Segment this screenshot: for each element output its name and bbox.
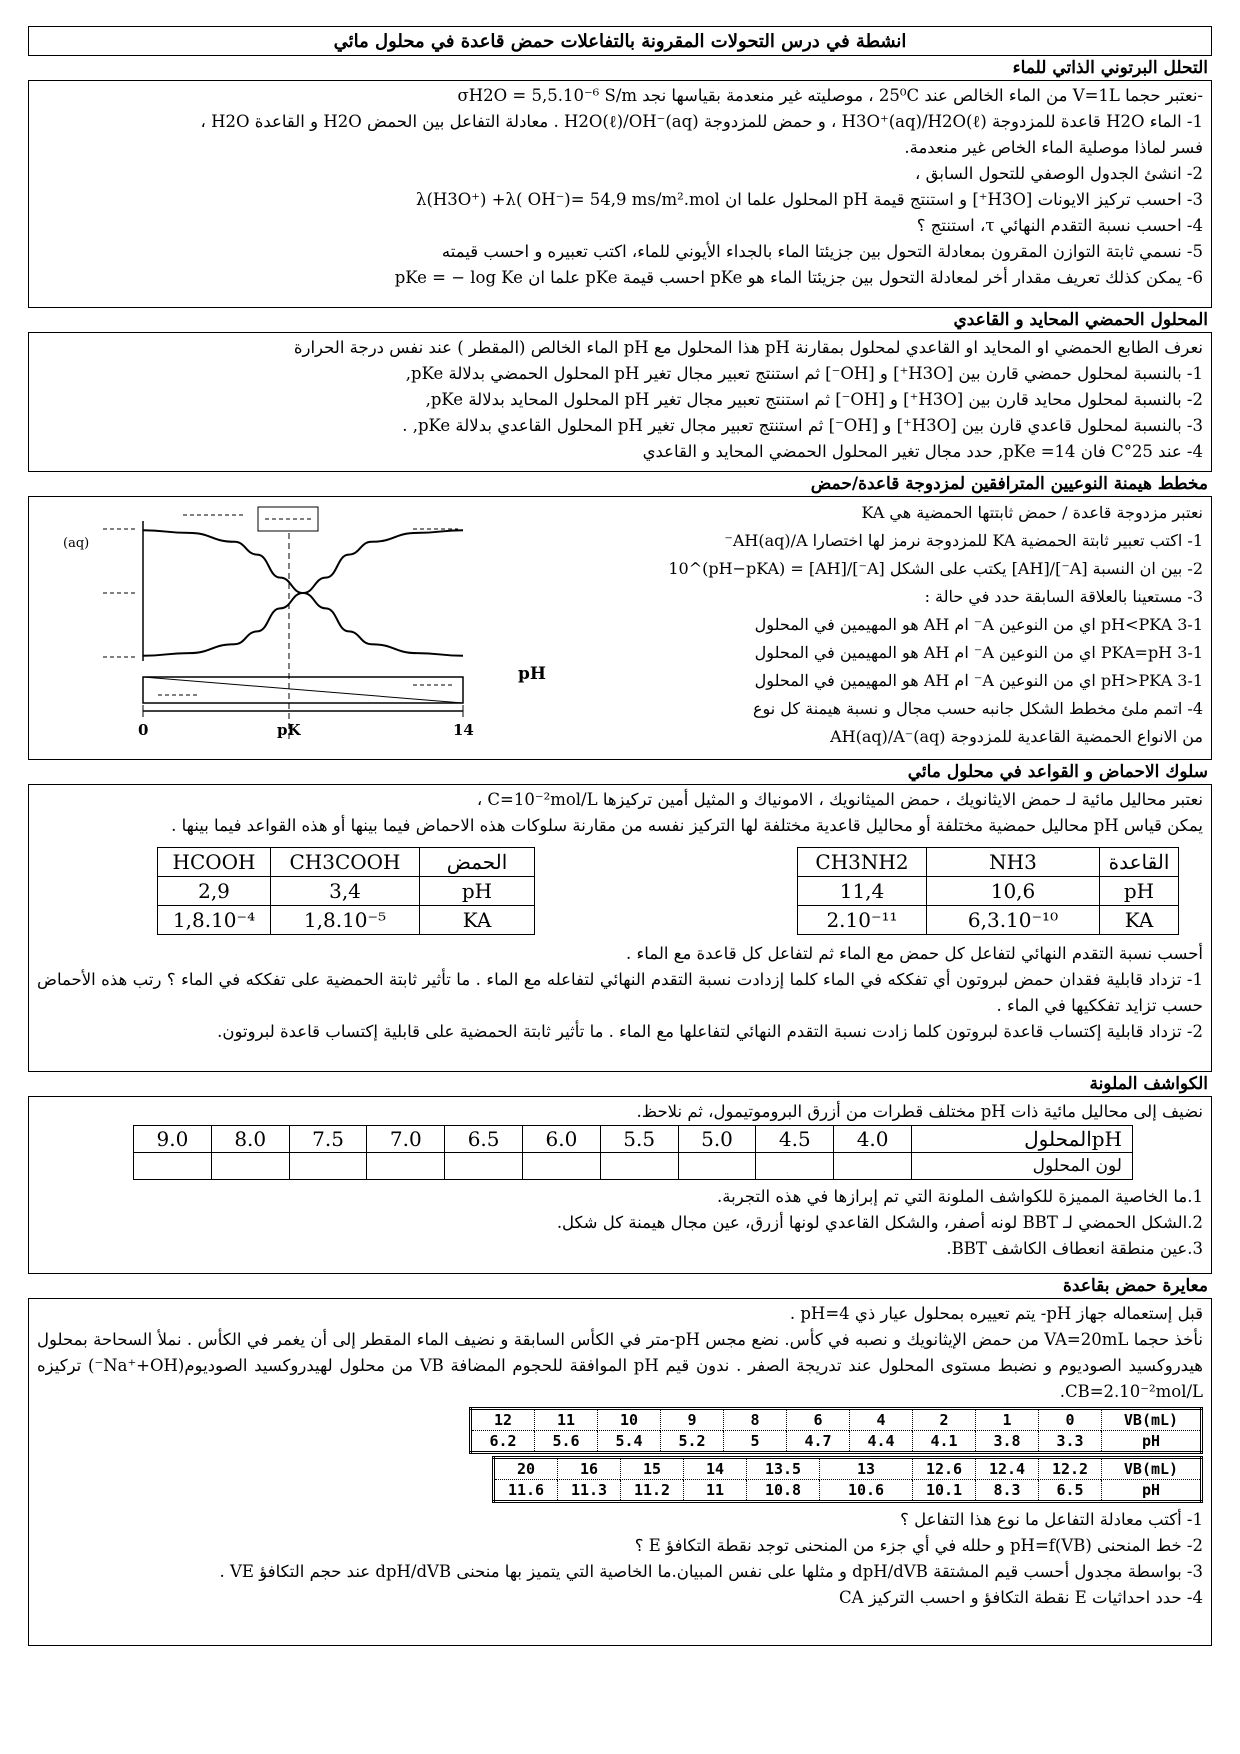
s5-line: 2.الشكل الحمضي لـ BBT لونه أصفر، والشكل القاعدي لونها أزرق، عين مجال هيمنة كل شكل. — [556, 1213, 1203, 1232]
ph-cell: 5.5 — [600, 1126, 678, 1153]
base-cell: pH — [1100, 877, 1179, 906]
acid-cell: 2,9 — [158, 877, 271, 906]
s6-question: 4- حدد احداثيات E نقطة التكافؤ و احسب التركيز CA — [838, 1588, 1203, 1607]
s6-line: نأخذ حجما VA=20mL من حمض الإيثانويك و نصبه في كأس. نضع مجس pH-متر في الكأس السابقة و نضيف الماء المقطر إلى أن يغمر في الكأس . نملأ السحاحة بمحلول هيدروكسيد الصوديوم و نضبط مستوى المحلول عند تدريجة الصفر . ندون قيم pH الموافقة للحجوم المضافة VB من محلول لهيدروكسيد الصوديوم(Na⁺+OH⁻) تركيزه CB=2.10⁻²mol/L. — [37, 1330, 1203, 1401]
ph-value: 10.6 — [820, 1480, 913, 1502]
vb-cell: 8 — [724, 1409, 787, 1431]
base-cell: 10,6 — [927, 877, 1100, 906]
s1-line: 5- نسمي ثابتة التوازن المقرون بمعادلة التحول بين جزيئتا الماء بالجداء الأيوني للماء، اكتب تعبيره و احسب قيمته — [441, 242, 1203, 261]
page-title: انشطة في درس التحولات المقرونة بالتفاعلات حمض قاعدة في محلول مائي — [333, 30, 907, 52]
s3-line: 2- بين ان النسبة [A⁻]/[AH] يكتب على الشكل [A⁻]/[AH] = 10^(pH−pKA) — [668, 559, 1203, 578]
s3-line: من الانواع الحمضية القاعدية للمزدوجة AH(aq)/A⁻(aq) — [830, 727, 1203, 746]
s5-line: 3.عين منطقة انعطاف الكاشف BBT. — [946, 1239, 1203, 1258]
s1-line: -نعتبر حجما V=1L من الماء الخالص عند 25⁰C ، موصليته غير منعدمة بقياسها نجد σH2O = 5,5.10⁻⁶ S/m — [457, 86, 1203, 105]
s6-question: 1- أكتب معادلة التفاعل ما نوع هذا التفاعل ؟ — [900, 1510, 1203, 1529]
base-header: CH3NH2 — [798, 848, 927, 877]
s1-line: 1- الماء H2O قاعدة للمزدوجة H3O⁺(aq)/H2O(ℓ) ، و حمض للمزدوجة H2O(ℓ)/OH⁻(aq) . معادلة التفاعل بين الحمض H2O و القاعدة H2O ، — [200, 112, 1203, 131]
curve-increasing — [143, 530, 463, 655]
s1-line: 2- انشئ الجدول الوصفي للتحول السابق ، — [915, 164, 1203, 183]
titration-table-1 — [469, 1407, 1203, 1454]
s3-line: نعتبر مزدوجة قاعدة / حمض ثابتتها الحمضية هي KA — [861, 503, 1203, 522]
vb-cell: 15 — [621, 1458, 684, 1480]
acid-cell: 3,4 — [271, 877, 420, 906]
section-5 — [28, 1096, 1212, 1274]
s3-line: 3-1 pH>PKA اي من النوعين A⁻ ام AH هو المهيمين في المحلول — [754, 671, 1203, 690]
vb-cell: 16 — [558, 1458, 621, 1480]
vb-cell: 6 — [787, 1409, 850, 1431]
chart-ph-label: pH — [518, 664, 546, 684]
s1-line: 4- احسب نسبة التقدم النهائي τ، استنتج ؟ — [916, 216, 1203, 235]
base-table — [797, 847, 1179, 935]
ph-value: 10.8 — [747, 1480, 820, 1502]
vb-label: VB(mL) — [1102, 1409, 1202, 1431]
ph-value: 3.8 — [976, 1431, 1039, 1453]
acid-cell: 1,8.10⁻⁵ — [271, 906, 420, 935]
ph-value: 5.2 — [661, 1431, 724, 1453]
s1-line: 6- يمكن كذلك تعريف مقدار أخر لمعادلة التحول بين جزيئتا الماء هو pKe احسب قيمة pKe علما ان pKe = − log Ke — [394, 268, 1203, 287]
section-6-heading: معايرة حمض بقاعدة — [1063, 1276, 1208, 1296]
ph-cell: 4.5 — [756, 1126, 834, 1153]
vb-cell: 0 — [1039, 1409, 1102, 1431]
ph-value: 8.3 — [976, 1480, 1039, 1502]
ph-cell: 7.0 — [367, 1126, 445, 1153]
vb-cell: 4 — [850, 1409, 913, 1431]
ph-label: pH — [1102, 1431, 1202, 1453]
tick-fourteen: 14 — [453, 721, 474, 739]
base-cell: 11,4 — [798, 877, 927, 906]
vb-cell: 13 — [820, 1458, 913, 1480]
acid-cell: KA — [420, 906, 535, 935]
chart-aq-label: (aq) — [63, 536, 90, 551]
s4-intro: نعتبر محاليل مائية لـ حمض الايثانويك ، حمض الميثانويك ، الامونياك و المثيل أمين تركيزها C=10⁻²mol/L ، — [476, 790, 1203, 809]
acid-header: CH3COOH — [271, 848, 420, 877]
s4-line: 2- تزداد قابلية إكتساب قاعدة لبروتون كلما زادت نسبة التقدم النهائي لتفاعلها مع الماء . ما تأثير ثابتة الحمضية على قابلية إكتساب قاعدة لبروتون. — [217, 1022, 1203, 1041]
ph-value: 3.3 — [1039, 1431, 1102, 1453]
section-3-heading: مخطط هيمنة النوعيين المترافقين لمزدوجة قاعدة/حمض — [810, 474, 1208, 494]
acid-header: HCOOH — [158, 848, 271, 877]
s6-line: قبل إستعماله جهاز pH- يتم تعييره بمحلول عيار ذي pH=4 . — [789, 1304, 1203, 1323]
ph-row-label: pHالمحلول — [912, 1126, 1133, 1153]
s2-line: 4- عند 25°C فان pKe =14, حدد مجال تغير المحلول الحمضي المحايد و القاعدي — [642, 442, 1203, 461]
vb-cell: 10 — [598, 1409, 661, 1431]
vb-cell: 14 — [684, 1458, 747, 1480]
s3-line: 4- اتمم ملئ مخطط الشكل جانبه حسب مجال و نسبة هيمنة كل نوع — [752, 699, 1203, 718]
ph-cell: 8.0 — [211, 1126, 289, 1153]
ph-cell: 5.0 — [678, 1126, 756, 1153]
s4-line: 1- تزداد قابلية فقدان حمض لبروتون أي تفككه في الماء كلما إزدادت نسبة التقدم النهائي لتفاعله مع الماء . ما تأثير ثابتة الحمضية على تفككه في الماء ؟ رتب هذه الأحماض حسب تزايد تفككيها في الماء . — [37, 970, 1203, 1015]
s5-intro: نضيف إلى محاليل مائية ذات pH مختلف قطرات من أزرق البروموتيمول، ثم نلاحظ. — [636, 1102, 1203, 1121]
section-2 — [28, 332, 1212, 472]
ph-value: 5 — [724, 1431, 787, 1453]
section-1-heading: التحلل البرتوني الذاتي للماء — [1012, 58, 1208, 78]
s3-line: 1- اكتب تعبير ثابتة الحمضية KA للمزدوجة نرمز لها اختصارا AH(aq)/A⁻ — [724, 531, 1203, 550]
ph-value: 10.1 — [913, 1480, 976, 1502]
tick-zero: 0 — [138, 721, 149, 739]
s3-line: 3-1 pH<PKA اي من النوعين A⁻ ام AH هو المهيمين في المحلول — [754, 615, 1203, 634]
s3-line: 3-1 PKA=pH اي من النوعين A⁻ ام AH هو المهيمين في المحلول — [754, 643, 1203, 662]
ph-cell: 4.0 — [834, 1126, 912, 1153]
ph-cell: 9.0 — [134, 1126, 212, 1153]
s5-line: 1.ما الخاصية المميزة للكواشف الملونة التي تم إبرازها في هذه التجربة. — [717, 1187, 1203, 1206]
acid-cell: 1,8.10⁻⁴ — [158, 906, 271, 935]
ph-value: 5.4 — [598, 1431, 661, 1453]
ph-value: 11.6 — [494, 1480, 558, 1502]
ph-value: 5.6 — [535, 1431, 598, 1453]
s4-line: أحسب نسبة التقدم النهائي لتفاعل كل حمض مع الماء ثم لتفاعل كل قاعدة مع الماء . — [626, 944, 1203, 963]
vb-cell: 20 — [494, 1458, 558, 1480]
vb-cell: 9 — [661, 1409, 724, 1431]
s1-line: 3- احسب تركيز الايونات [H3O⁺] و استنتج قيمة pH المحلول علما ان λ(H3O⁺) +λ( OH⁻)= 54,9 ms/m².mol — [416, 190, 1203, 209]
ph-cell: 6.0 — [523, 1126, 601, 1153]
ph-value: 4.7 — [787, 1431, 850, 1453]
dominance-diagram — [33, 499, 593, 759]
ph-value: 4.4 — [850, 1431, 913, 1453]
page-title-box — [28, 26, 1212, 56]
scale-diagonal — [143, 677, 463, 703]
section-5-heading: الكواشف الملونة — [1089, 1074, 1208, 1094]
acid-header: الحمض — [420, 848, 535, 877]
color-row-label: لون المحلول — [912, 1153, 1133, 1180]
vb-cell: 13.5 — [747, 1458, 820, 1480]
section-3 — [28, 496, 1212, 760]
base-header: NH3 — [927, 848, 1100, 877]
titration-table-2 — [492, 1456, 1203, 1503]
s1-line: فسر لماذا موصلية الماء الخاص غير منعدمة. — [904, 138, 1203, 157]
ph-value: 6.5 — [1039, 1480, 1102, 1502]
vb-cell: 12.6 — [913, 1458, 976, 1480]
vb-cell: 12.4 — [976, 1458, 1039, 1480]
ph-value: 11 — [684, 1480, 747, 1502]
section-2-heading: المحلول الحمضي المحايد و القاعدي — [953, 310, 1208, 330]
acid-cell: pH — [420, 877, 535, 906]
vb-label: VB(mL) — [1102, 1458, 1202, 1480]
ph-value: 11.2 — [621, 1480, 684, 1502]
ph-value: 6.2 — [471, 1431, 535, 1453]
vb-cell: 12.2 — [1039, 1458, 1102, 1480]
s2-line: 1- بالنسبة لمحلول حمضي قارن بين [H3O⁺] و [OH⁻] ثم استنتج تعبير مجال تغير pH المحلول الحمضي بدلالة pKe, — [405, 364, 1203, 383]
base-cell: KA — [1100, 906, 1179, 935]
s3-line: 3- مستعينا بالعلاقة السابقة حدد في حالة : — [924, 587, 1203, 606]
s6-question: 3- بواسطة مجدول أحسب قيم المشتقة dpH/dVB و مثلها على نفس المبيان.ما الخاصية التي يتميز بها منحنى dpH/dVB عند حجم التكافؤ VE . — [219, 1562, 1203, 1581]
vb-cell: 12 — [471, 1409, 535, 1431]
vb-cell: 1 — [976, 1409, 1039, 1431]
base-cell: 6,3.10⁻¹⁰ — [927, 906, 1100, 935]
s6-question: 2- خط المنحنى pH=f(VB) و حلله في أي جزء من المنحنى توجد نقطة التكافؤ E ؟ — [634, 1536, 1203, 1555]
ph-value: 4.1 — [913, 1431, 976, 1453]
ph-cell: 7.5 — [289, 1126, 367, 1153]
ph-cell: 6.5 — [445, 1126, 523, 1153]
s2-line: 2- بالنسبة لمحلول محايد قارن بين [H3O⁺] و [OH⁻] ثم استنتج تعبير مجال تغير pH المحلول المحايد بدلالة pKe, — [425, 390, 1203, 409]
section-4 — [28, 784, 1212, 1072]
base-header: القاعدة — [1100, 848, 1179, 877]
base-cell: 2.10⁻¹¹ — [798, 906, 927, 935]
s2-line: نعرف الطابع الحمضي او المحايد او القاعدي لمحلول بمقارنة pH هذا المحلول مع pH الماء الخالص (المقطر ) عند نفس درجة الحرارة — [293, 338, 1203, 357]
s2-line: 3- بالنسبة لمحلول قاعدي قارن بين [H3O⁺] و [OH⁻] ثم استنتج تعبير مجال تغير pH المحلول القاعدي بدلالة pKe, . — [402, 416, 1203, 435]
acid-table — [157, 847, 535, 935]
ph-label: pH — [1102, 1480, 1202, 1502]
vb-cell: 2 — [913, 1409, 976, 1431]
vb-cell: 11 — [535, 1409, 598, 1431]
section-1 — [28, 80, 1212, 308]
s4-intro: يمكن قياس pH محاليل حمضية مختلفة أو محاليل قاعدية مختلفة لها التركيز نفسه من مقارنة سلوكات هذه الاحماض فيما بينها أو هذه القواعد فيما بينها . — [171, 816, 1203, 835]
ph-value: 11.3 — [558, 1480, 621, 1502]
section-4-heading: سلوك الاحماض و القواعد في محلول مائي — [907, 762, 1208, 782]
tick-pk: pK — [277, 721, 301, 739]
section-6 — [28, 1298, 1212, 1646]
indicator-table — [133, 1125, 1133, 1180]
